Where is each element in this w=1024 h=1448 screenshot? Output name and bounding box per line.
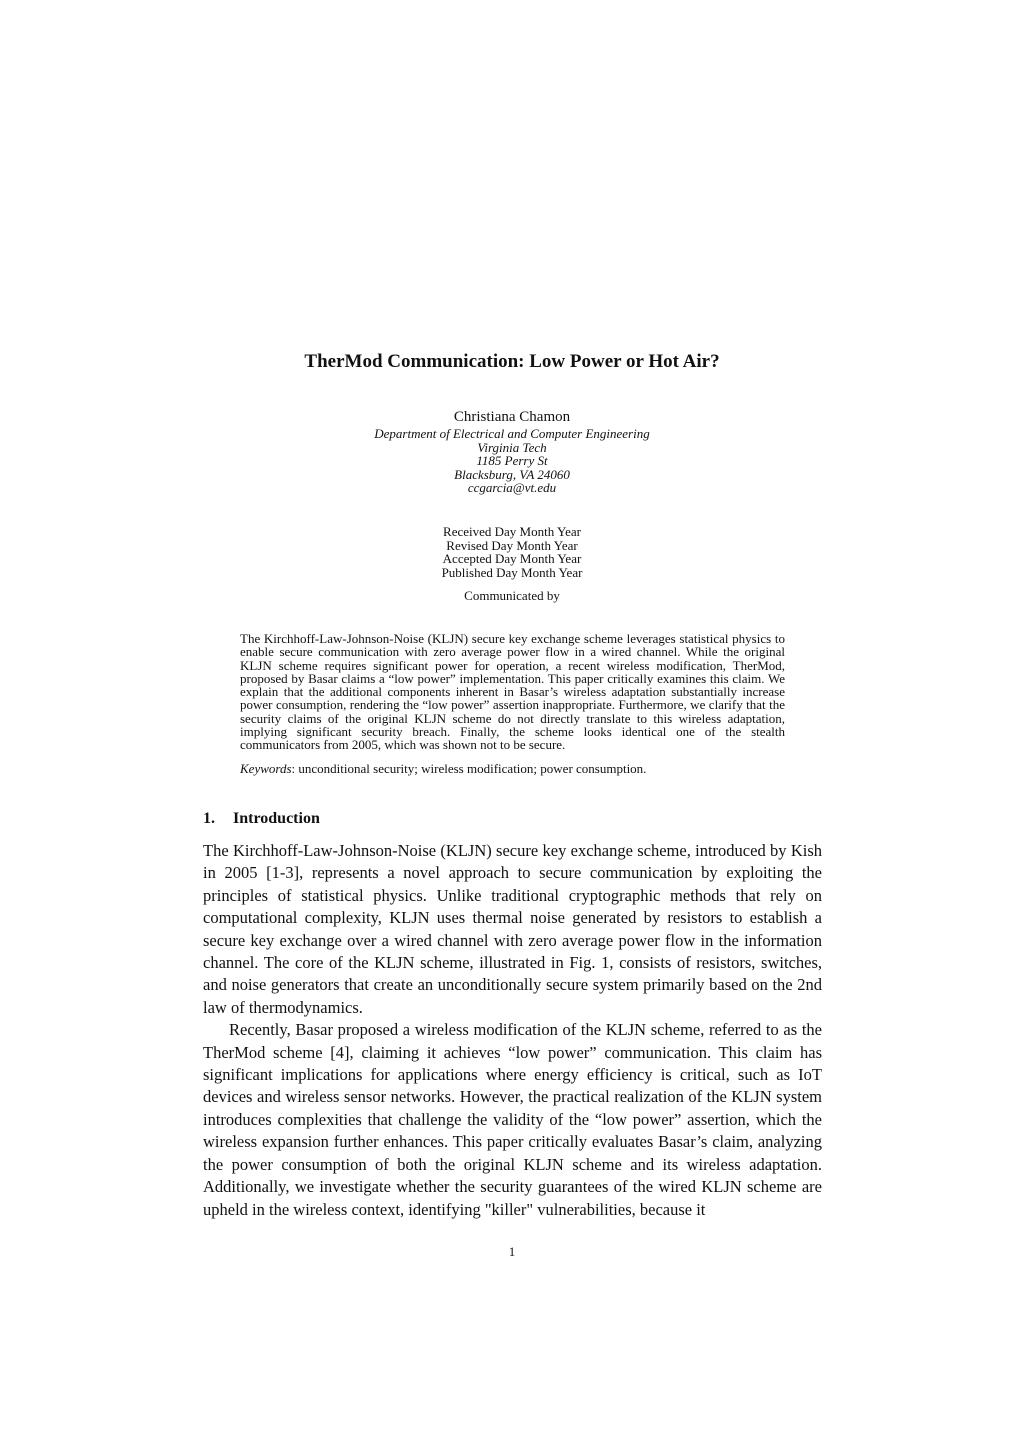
paragraph: The Kirchhoff-Law-Johnson-Noise (KLJN) secure key exchange scheme, introduced by Kish in 2005 [1-3], represents a novel approach to secure communication by exploiting the principles of statistical physics. Unlike traditional cryptographic methods that rely on computational complexity, KLJN uses thermal noise generated by resistors to establish a secure key exchange over a wired channel with zero average power flow in the information channel. The core of the KLJN scheme, illustrated in Fig. 1, consists of resistors, switches, and noise generators that create an unconditionally secure system primarily based on the 2nd law of thermodynamics.	[203, 841, 822, 1017]
abstract: The Kirchhoff-Law-Johnson-Noise (KLJN) secure key exchange scheme leverages statistical physics to enable secure communication with zero average power flow in a wired channel. While the original KLJN scheme requires significant power for operation, a recent wireless modification, TherMod, proposed by Basar claims a “low power” implementation. This paper critically examines this claim. We explain that the additional components inherent in Basar’s wireless adaptation substantially increase power consumption, rendering the “low power” assertion inappropriate. Furthermore, we clarify that the security claims of the original KLJN scheme do not directly translate to this wireless adaptation, implying significant security breach. Finally, the scheme looks identical one of the stealth communicators from 2005, which was shown not to be secure.	[240, 631, 785, 753]
paragraph: Recently, Basar proposed a wireless modification of the KLJN scheme, referred to as the TherMod scheme [4], claiming it achieves “low power” communication. This claim has significant implications for applications where energy efficiency is critical, such as IoT devices and wireless sensor networks. However, the practical realization of the KLJN system introduces complexities that challenge the validity of the “low power” assertion, which the wireless expansion further enhances. This paper critically evaluates Basar’s claim, analyzing the power consumption of both the original KLJN scheme and its wireless adaptation. Additionally, we investigate whether the security guarantees of the wired KLJN scheme are upheld in the wireless context, identifying "killer" vulnerabilities, because it	[203, 1020, 822, 1219]
affiliation-city: Blacksburg, VA 24060	[454, 466, 570, 482]
section-number: 1.	[203, 810, 215, 827]
keywords	[240, 761, 800, 776]
section-heading	[203, 809, 320, 829]
affiliation-university: Virginia Tech	[477, 439, 547, 455]
page-number: 1	[508, 1244, 516, 1259]
publication-dates	[0, 525, 1024, 579]
date-revised: Revised Day Month Year	[446, 537, 578, 553]
keywords-label: Keywords	[240, 761, 292, 776]
keywords-text: : unconditional security; wireless modification; power consumption.	[291, 761, 647, 776]
affiliation-department: Department of Electrical and Computer Engineering	[374, 426, 650, 441]
communicated-by: Communicated by	[464, 588, 560, 603]
date-received: Received Day Month Year	[443, 524, 581, 539]
body-text	[203, 840, 822, 1221]
affiliation-email: ccgarcia@vt.edu	[467, 480, 557, 495]
date-accepted: Accepted Day Month Year	[442, 551, 582, 566]
affiliation-street: 1185 Perry St	[476, 453, 548, 468]
paper-title: TherMod Communication: Low Power or Hot Air?	[304, 351, 720, 372]
section-title: Introduction	[233, 810, 320, 827]
date-published: Published Day Month Year	[441, 564, 583, 580]
author-affiliation	[0, 427, 1024, 495]
author-name: Christiana Chamon	[453, 409, 571, 425]
